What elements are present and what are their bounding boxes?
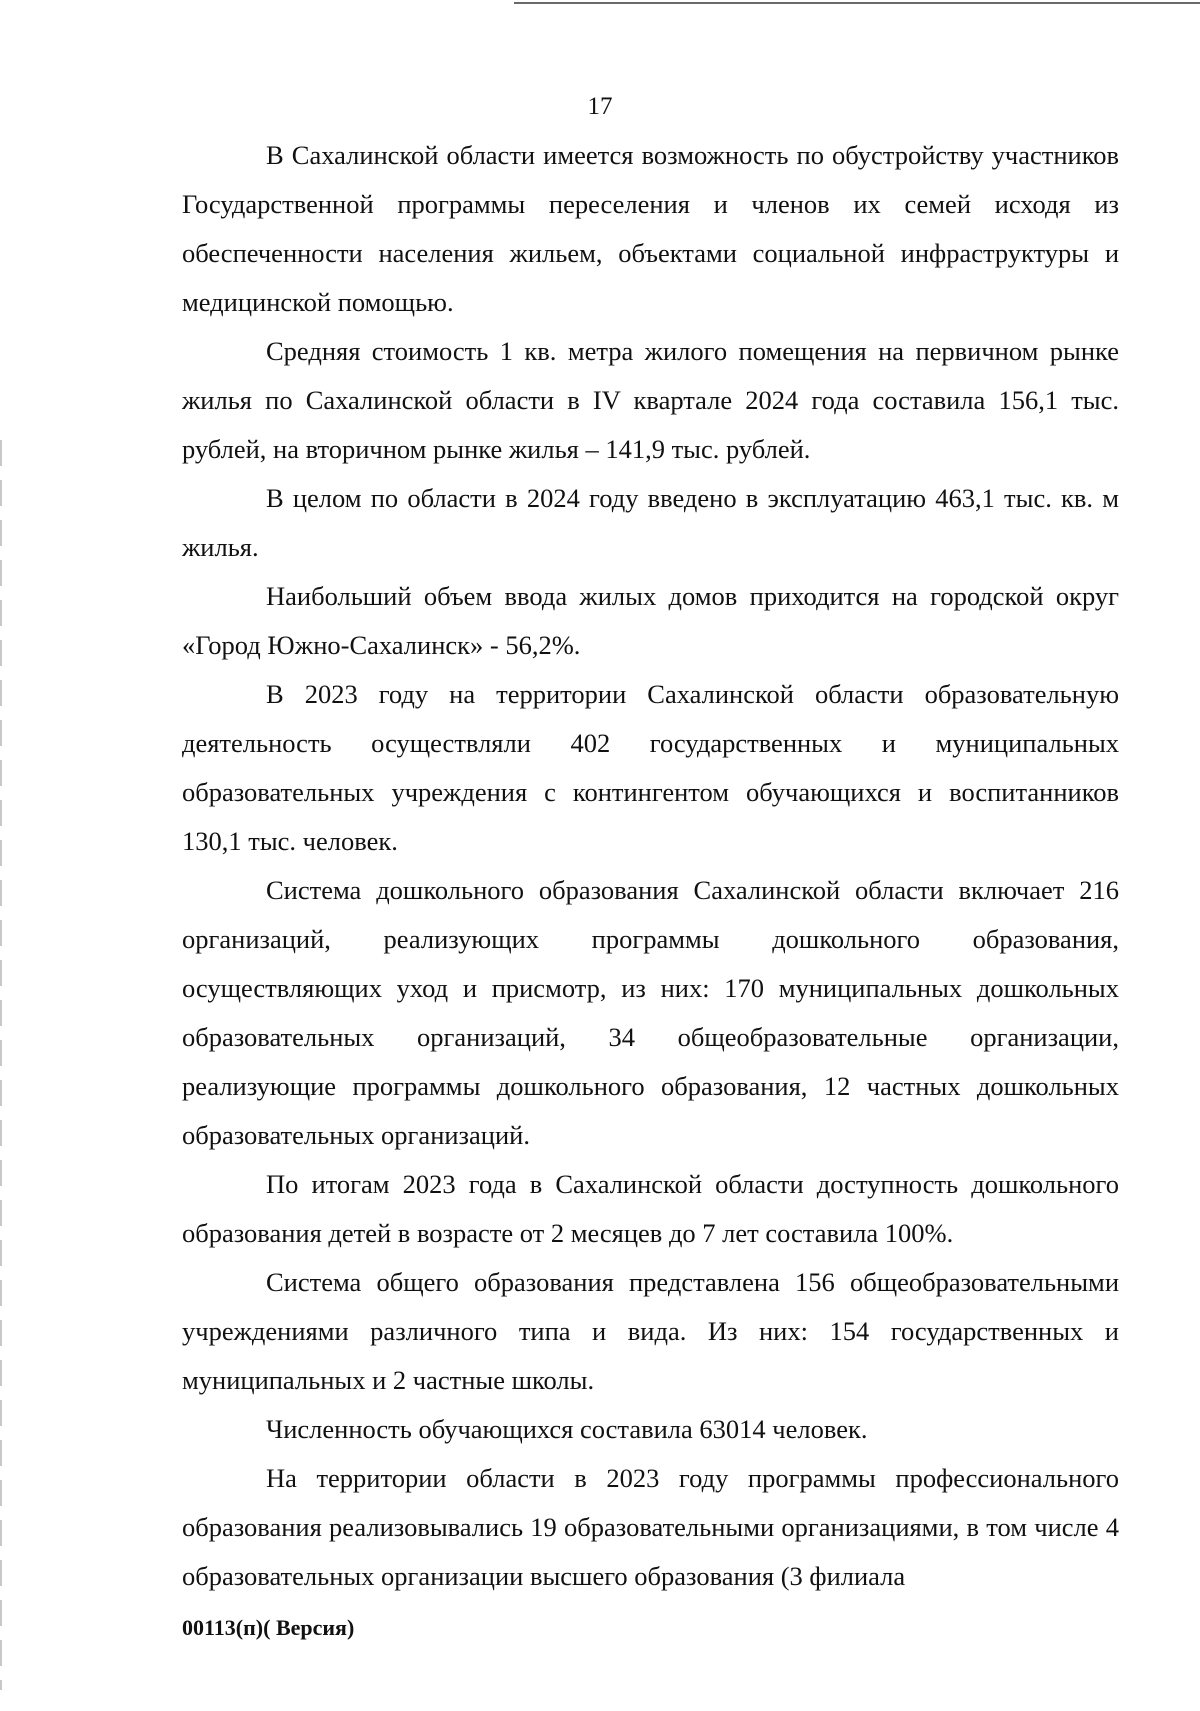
paragraph-preschool-availability: По итогам 2023 года в Сахалинской области доступность дошкольного образования детей в возрасте от 2 месяцев до 7 лет составила 100%.: [182, 1169, 1119, 1248]
paragraph-resettlement: В Сахалинской области имеется возможность по обустройству участников Государственной программы переселения и членов их семей исходя из обеспеченности населения жильем, объектами социальной инфраструктуры и медицинской помощью.: [182, 140, 1119, 317]
paragraph-educational-institutions: В 2023 году на территории Сахалинской области образовательную деятельность осуществляли 402 государственных и муниципальных образовательных учреждения с контингентом обучающихся и воспитанников 130,1 тыс. человек.: [182, 679, 1119, 856]
paragraph-professional-education: На территории области в 2023 году программы профессионального образования реализовывались 19 образовательными организациями, в том числе 4 образовательных организации высшего образования (3 филиала: [182, 1463, 1119, 1591]
paragraph-housing-commissioned: В целом по области в 2024 году введено в эксплуатацию 463,1 тыс. кв. м жилья.: [182, 483, 1119, 562]
paragraph-student-count: Численность обучающихся составила 63014 человек.: [266, 1414, 868, 1444]
document-body: [182, 131, 1119, 1601]
paragraph-preschool-system: Система дошкольного образования Сахалинской области включает 216 организаций, реализующих программы дошкольного образования, осуществляющих уход и присмотр, из них: 170 муниципальных дошкольных образовательных организаций, 34 общеобразовательные организации, реализующие программы дошкольного образования, 12 частных дошкольных образовательных организаций.: [182, 875, 1119, 1150]
page-number: 17: [587, 93, 613, 120]
paragraph-housing-cost: Средняя стоимость 1 кв. метра жилого помещения на первичном рынке жилья по Сахалинской области в IV квартале 2024 года составила 156,1 тыс. рублей, на вторичном рынке жилья – 141,9 тыс. рублей.: [182, 336, 1119, 464]
scan-left-edge-mark: [0, 440, 2, 1690]
paragraph-general-education: Система общего образования представлена 156 общеобразовательными учреждениями различного типа и вида. Из них: 154 государственных и муниципальных и 2 частные школы.: [182, 1267, 1119, 1395]
scan-top-border-line: [514, 2, 1200, 4]
document-footer-code: 00113(п)( Версия): [182, 1615, 355, 1640]
paragraph-yuzhno-sakhalinsk-share: Наибольший объем ввода жилых домов приходится на городской округ «Город Южно-Сахалинск» - 56,2%.: [182, 581, 1119, 660]
